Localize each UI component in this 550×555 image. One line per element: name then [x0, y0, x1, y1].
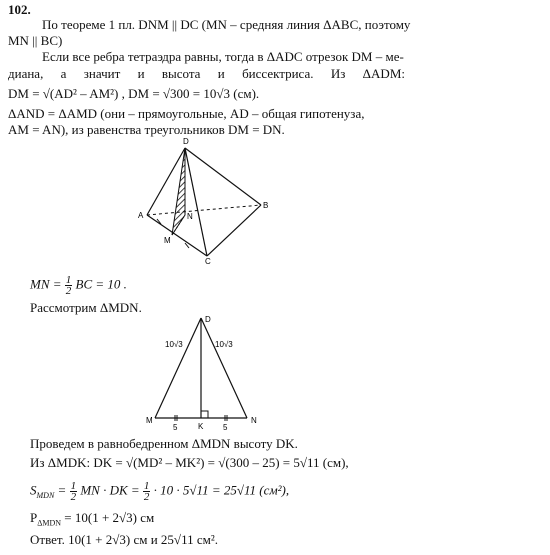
- area-right: · 10 · 5√11 = 25√11 (см²),: [153, 482, 290, 498]
- label-d: D: [183, 137, 189, 146]
- edge-db: [185, 148, 261, 205]
- mn-fraction-num: 1: [65, 274, 72, 286]
- label-d: D: [205, 315, 211, 324]
- side-dm: [155, 318, 201, 418]
- paragraph-3-line-2: AM = AN), из равенства треугольников DM = DN.: [8, 122, 285, 137]
- label-n: N: [251, 416, 257, 425]
- edge-ab-hidden: [147, 205, 261, 215]
- paragraph-1-line-2: MN || BC): [8, 33, 63, 48]
- area-fraction-2-den: 2: [143, 491, 150, 503]
- label-n: N: [187, 212, 193, 221]
- consider-line: Рассмотрим ΔMDN.: [30, 300, 142, 315]
- edge-bc: [207, 205, 261, 256]
- edge-dc: [185, 148, 207, 256]
- label-k: K: [198, 422, 204, 430]
- segment-mk-length: 5: [173, 423, 178, 430]
- area-subscript: MDN: [36, 491, 55, 501]
- side-dm-length: 10√3: [165, 340, 183, 349]
- label-a: A: [138, 211, 144, 220]
- altitude-line: Проведем в равнобедренном ΔMDN высоту DK.: [30, 436, 298, 451]
- paragraph-2-line-3: DM = √(AD² – AM²) , DM = √300 = 10√3 (см).: [8, 86, 260, 101]
- segment-kn-length: 5: [223, 423, 228, 430]
- label-b: B: [263, 201, 269, 210]
- perimeter-formula: [30, 510, 154, 531]
- area-equals: =: [57, 482, 67, 498]
- area-fraction-1-num: 1: [70, 480, 77, 492]
- right-angle-mark: [201, 411, 208, 418]
- label-m: M: [146, 416, 153, 425]
- perimeter-subscript: ΔMDN: [37, 518, 62, 528]
- perimeter-right: = 10(1 + 2√3) см: [64, 510, 155, 525]
- mn-formula-left: MN =: [30, 276, 62, 292]
- mn-formula-right: BC = 10 .: [75, 276, 127, 292]
- area-formula: [30, 481, 289, 503]
- label-c: C: [205, 257, 211, 265]
- label-m: M: [164, 236, 171, 245]
- answer-line: Ответ. 10(1 + 2√3) см и 25√11 см².: [30, 532, 218, 547]
- hatched-section: [172, 148, 185, 235]
- problem-number: 102.: [8, 2, 31, 17]
- area-fraction-1-den: 2: [70, 491, 77, 503]
- paragraph-1-line-1: По теореме 1 пл. DNM || DC (MN – средняя линия ΔABC, поэтому: [42, 17, 411, 32]
- paragraph-2-line-2: диана, а значит и высота и биссектриса. Из ΔADM:: [8, 66, 405, 81]
- triangle-mdn-figure: [135, 305, 275, 430]
- area-symbol: S: [30, 482, 37, 498]
- area-fraction-1: [70, 481, 78, 502]
- side-dn: [201, 318, 247, 418]
- area-fraction-2: [143, 481, 151, 502]
- dk-formula: Из ΔMDK: DK = √(MD² – MK²) = √(300 – 25) = 5√11 (см),: [30, 455, 349, 470]
- area-middle: MN · DK =: [80, 482, 140, 498]
- mn-fraction-den: 2: [65, 285, 72, 297]
- side-dn-length: 10√3: [215, 340, 233, 349]
- mn-formula: [30, 275, 127, 296]
- paragraph-3-line-1: ΔAND = ΔAMD (они – прямоугольные, AD – общая гипотенуза,: [8, 106, 365, 121]
- mn-fraction: [65, 275, 73, 296]
- paragraph-2-line-1: Если все ребра тетраэдра равны, тогда в ΔADC отрезок DM – ме-: [42, 49, 404, 64]
- tetrahedron-figure: [135, 135, 275, 265]
- perimeter-symbol: P: [30, 510, 38, 525]
- area-fraction-2-num: 1: [143, 480, 150, 492]
